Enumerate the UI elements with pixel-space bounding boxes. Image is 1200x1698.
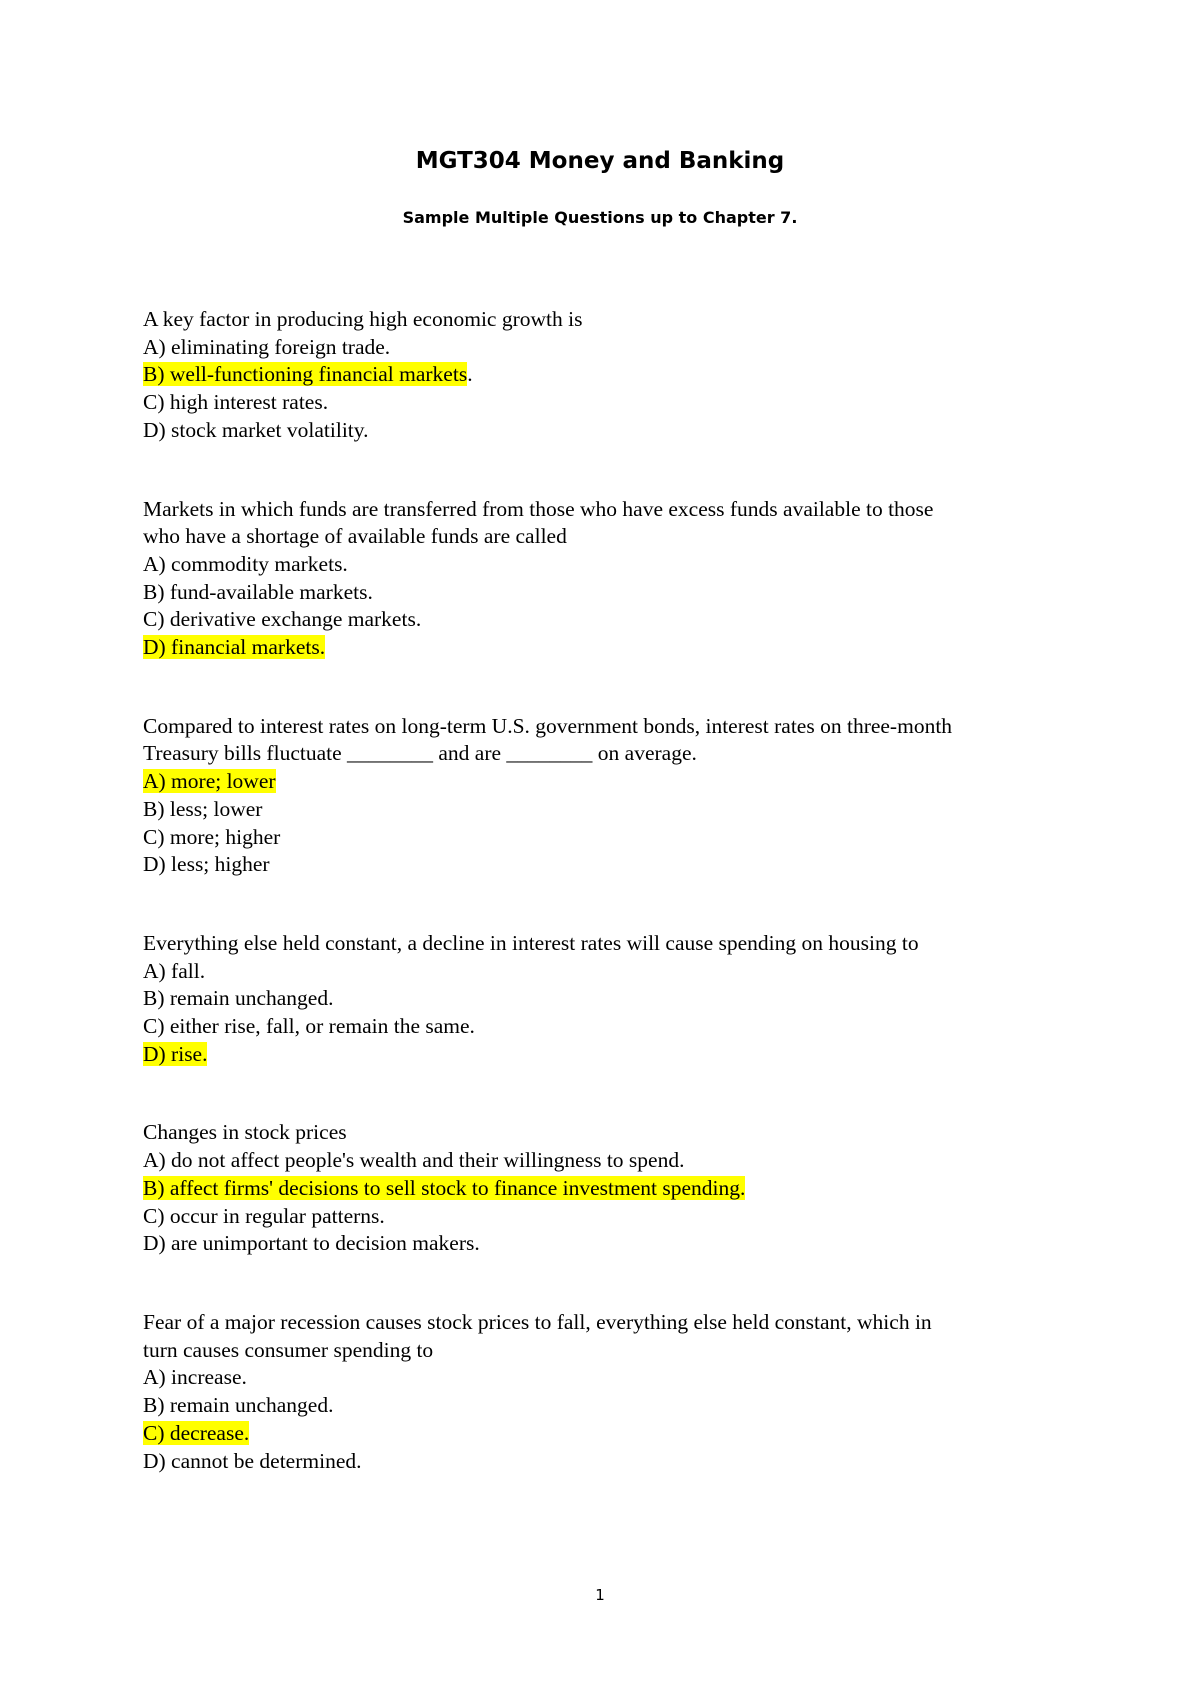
answer-option: [143, 334, 1083, 362]
question-stem-line: Everything else held constant, a decline in interest rates will cause spending on housing to: [143, 930, 919, 955]
answer-option-text: A) fall.: [143, 958, 206, 983]
answer-option: [143, 551, 1083, 579]
answer-option-text: D) are unimportant to decision makers.: [143, 1231, 480, 1256]
answer-option: [143, 389, 1083, 417]
page-number: 1: [595, 1586, 605, 1604]
question-stem-line: turn causes consumer spending to: [143, 1337, 434, 1362]
answer-option: [143, 796, 1083, 824]
answer-option: [143, 606, 1083, 634]
answer-option-text: D) less; higher: [143, 852, 270, 877]
answer-option-highlighted: [143, 1420, 1083, 1448]
answer-option-text: D) financial markets.: [143, 635, 326, 660]
answer-option-text: D) cannot be determined.: [143, 1448, 362, 1473]
answer-option-highlighted: [143, 634, 1083, 662]
answer-option-text: A) eliminating foreign trade.: [143, 334, 391, 359]
question-list: [143, 306, 1083, 1526]
answer-option-text: C) occur in regular patterns.: [143, 1203, 385, 1228]
answer-option-text: A) increase.: [143, 1365, 247, 1390]
answer-option-trailing: .: [467, 362, 473, 387]
answer-option-text: D) stock market volatility.: [143, 417, 369, 442]
answer-option-text: B) less; lower: [143, 796, 263, 821]
question-block: [143, 496, 1083, 662]
answer-option: [143, 417, 1083, 445]
question-stem-line: Markets in which funds are transferred from those who have excess funds available to those: [143, 496, 934, 521]
answer-option-text: B) remain unchanged.: [143, 986, 334, 1011]
answer-option-text: A) more; lower: [143, 769, 276, 794]
answer-option-text: D) rise.: [143, 1041, 208, 1066]
question-block: [143, 930, 1083, 1069]
answer-option-text: C) derivative exchange markets.: [143, 607, 422, 632]
question-stem-line: Fear of a major recession causes stock prices to fall, everything else held constant, which in: [143, 1309, 932, 1334]
answer-option: [143, 824, 1083, 852]
question-block: [143, 306, 1083, 445]
question-stem-line: who have a shortage of available funds are called: [143, 524, 567, 549]
answer-option-text: B) well-functioning financial markets: [143, 362, 468, 387]
answer-option: [143, 958, 1083, 986]
answer-option-highlighted: [143, 361, 1083, 389]
answer-option: [143, 1147, 1083, 1175]
answer-option-text: C) high interest rates.: [143, 390, 329, 415]
answer-option-highlighted: [143, 1041, 1083, 1069]
answer-option: [143, 1392, 1083, 1420]
answer-option-text: C) decrease.: [143, 1420, 250, 1445]
answer-option-text: B) fund-available markets.: [143, 579, 373, 604]
answer-option: [143, 1013, 1083, 1041]
answer-option-text: A) commodity markets.: [143, 551, 348, 576]
answer-option-highlighted: [143, 768, 1083, 796]
answer-option-text: C) either rise, fall, or remain the same.: [143, 1014, 475, 1039]
answer-option: [143, 1448, 1083, 1476]
document-subtitle: Sample Multiple Questions up to Chapter 7.: [402, 208, 798, 227]
answer-option-text: B) remain unchanged.: [143, 1393, 334, 1418]
document-title: MGT304 Money and Banking: [415, 148, 785, 174]
answer-option-text: C) more; higher: [143, 824, 281, 849]
question-stem-line: Treasury bills fluctuate ________ and are ________ on average.: [143, 741, 697, 766]
answer-option: [143, 579, 1083, 607]
answer-option-text: B) affect firms' decisions to sell stock to finance investment spending.: [143, 1175, 746, 1200]
answer-option: [143, 851, 1083, 879]
question-stem-line: Changes in stock prices: [143, 1120, 347, 1145]
answer-option: [143, 1230, 1083, 1258]
question-block: [143, 1309, 1083, 1475]
answer-option: [143, 1364, 1083, 1392]
answer-option: [143, 1203, 1083, 1231]
question-stem-line: Compared to interest rates on long-term U.S. government bonds, interest rates on three-month: [143, 713, 953, 738]
answer-option-highlighted: [143, 1175, 1083, 1203]
answer-option: [143, 985, 1083, 1013]
answer-option-text: A) do not affect people's wealth and their willingness to spend.: [143, 1148, 685, 1173]
question-block: [143, 1119, 1083, 1258]
question-stem-line: A key factor in producing high economic growth is: [143, 307, 583, 331]
question-block: [143, 713, 1083, 879]
